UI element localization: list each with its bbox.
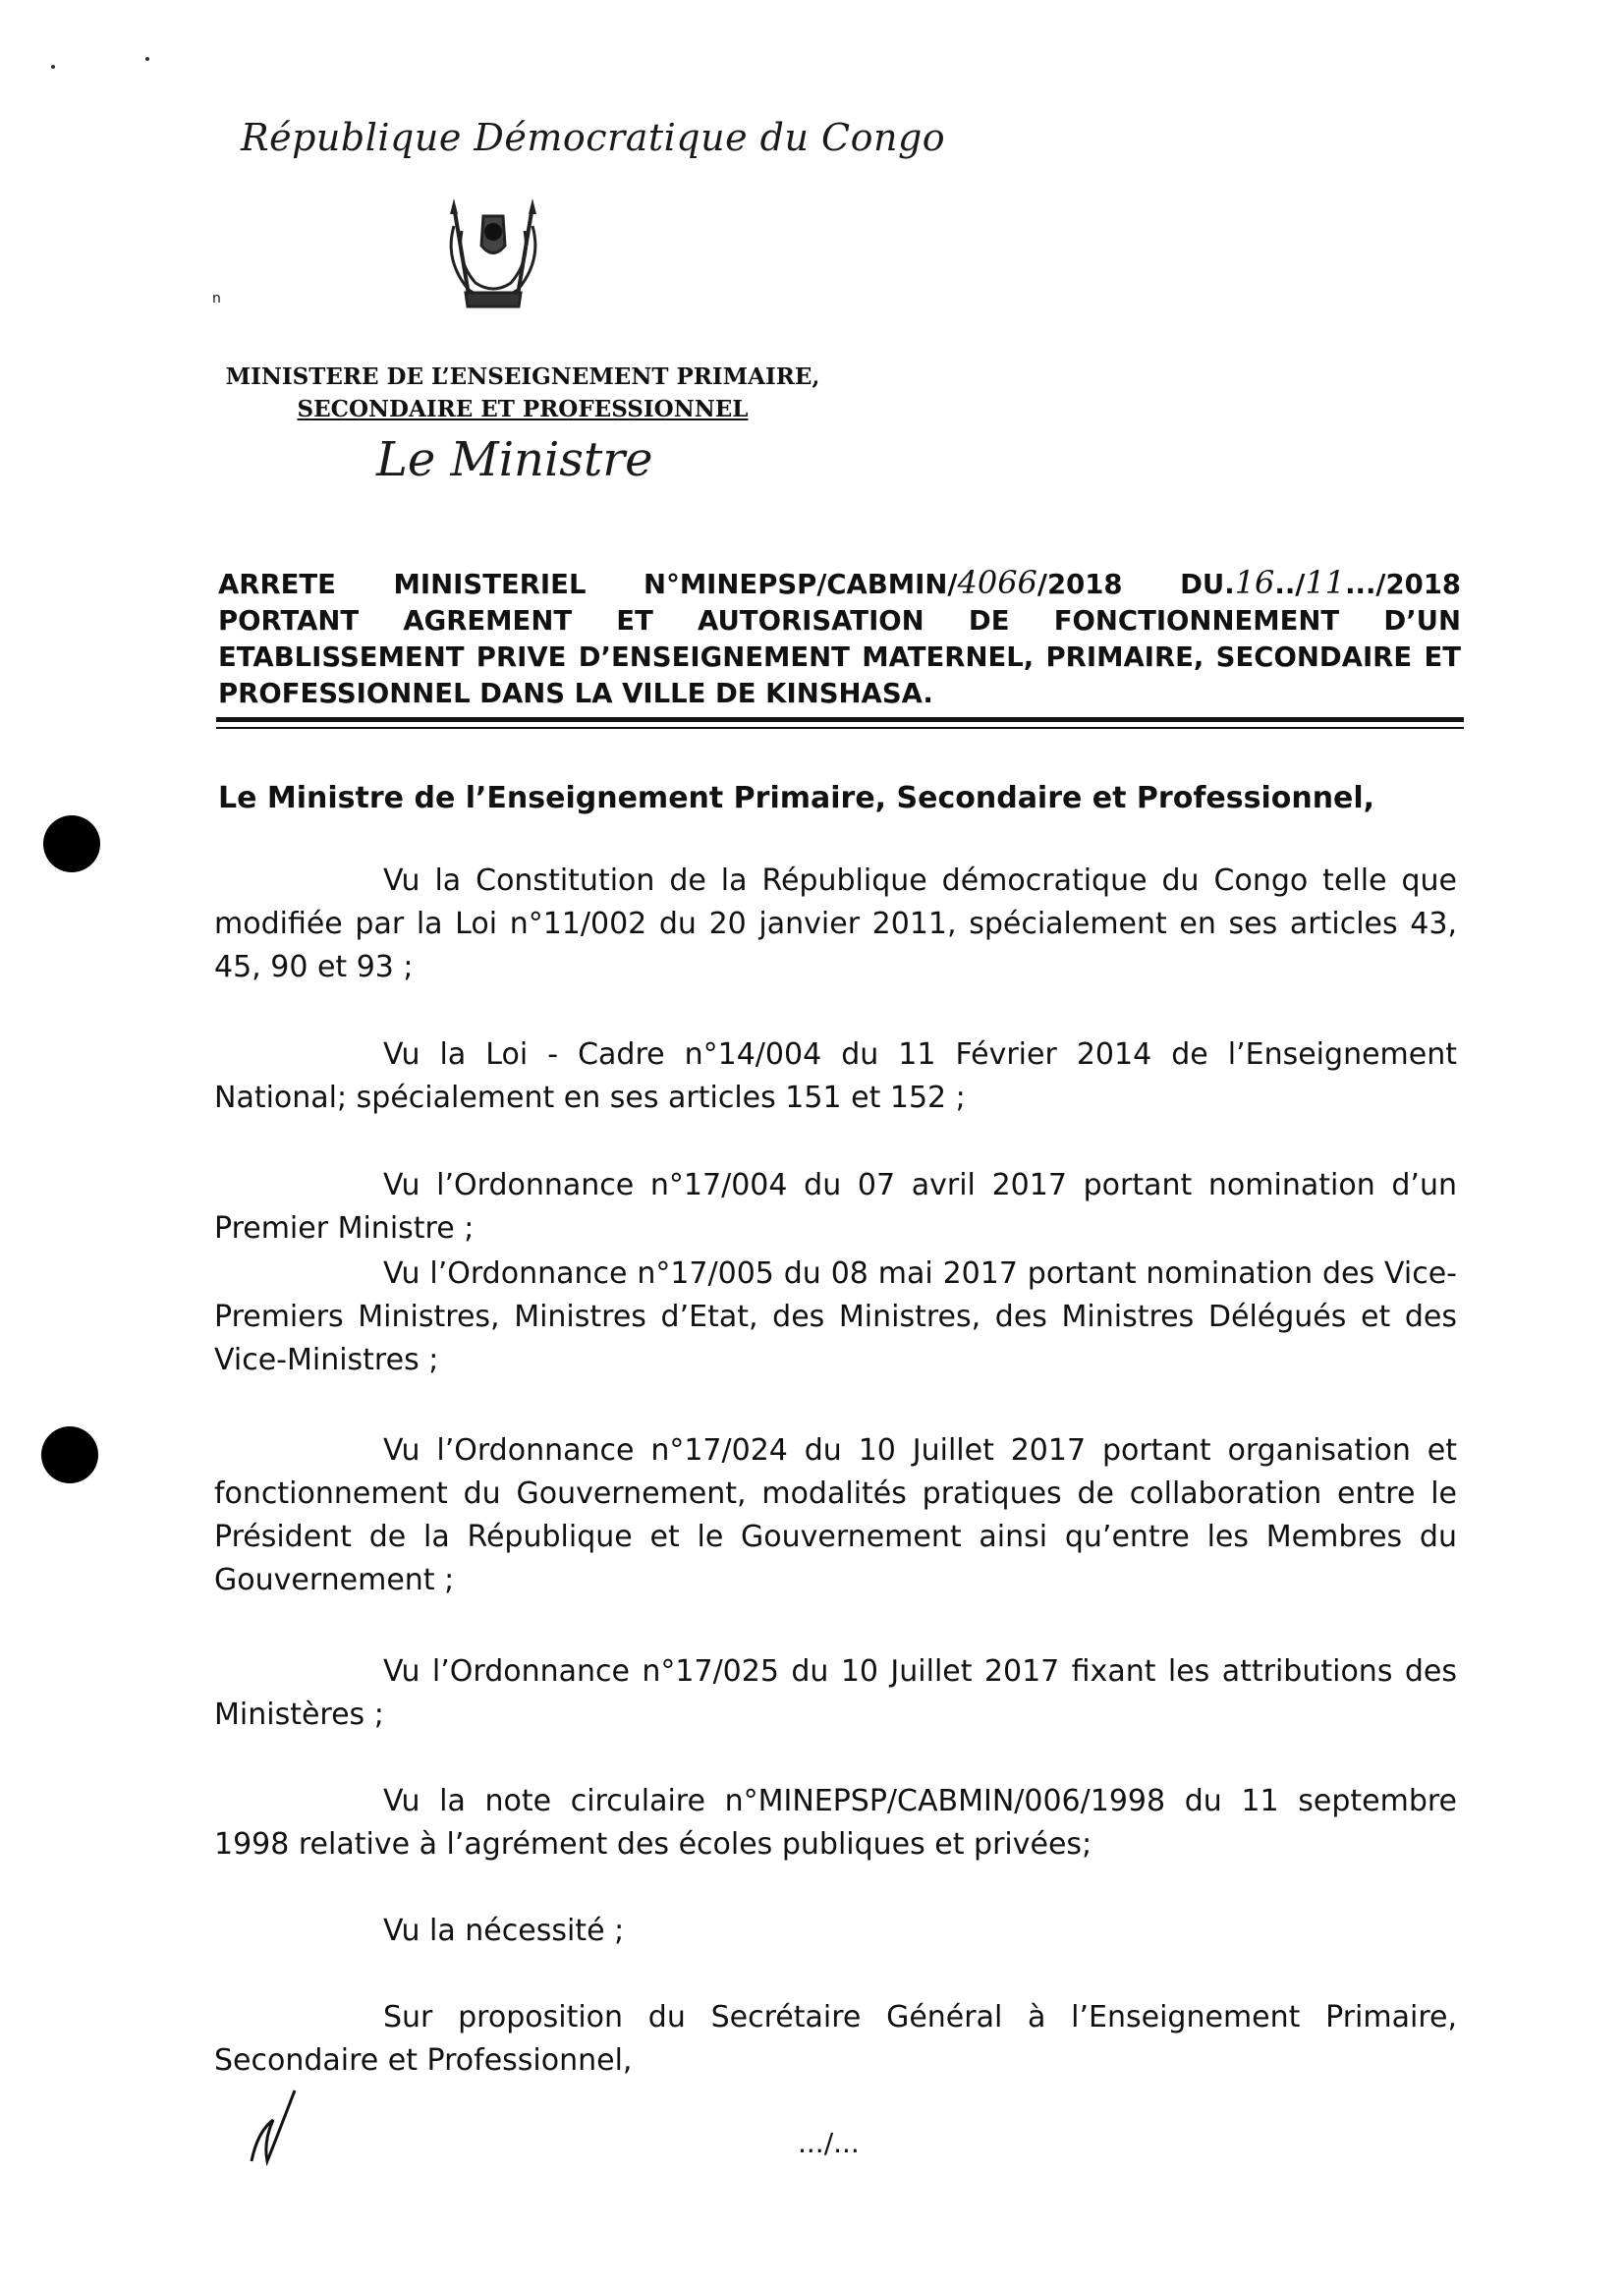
arrete-suffix: .../2018: [1345, 569, 1461, 600]
scan-speck: [145, 57, 149, 61]
minister-title: Le Ministre: [376, 432, 653, 487]
paragraph-proposition: Sur proposition du Secrétaire Général à l’Enseignement Primaire, Secondaire et Professionnel,: [214, 2000, 1457, 2078]
paragraph-ordonnance-17-004: Vu l’Ordonnance n°17/004 du 07 avril 2017 portant nomination d’un Premier Ministre ;: [214, 1168, 1457, 1246]
page-continuation: .../...: [798, 2127, 860, 2159]
initials-signature: [244, 2083, 312, 2171]
paragraph-ordonnance-17-025: Vu l’Ordonnance n°17/025 du 10 Juillet 2017 fixant les attributions des Ministères ;: [214, 1654, 1457, 1732]
arrete-subject: PORTANT AGREMENT ET AUTORISATION DE FONCTIONNEMENT D’UN ETABLISSEMENT PRIVE D’ENSEIGNEMENT MATERNEL, PRIMAIRE, SECONDAIRE ET PROFESSIONNEL DANS LA VILLE DE KINSHASA.: [218, 605, 1461, 709]
margin-marker: n: [212, 291, 221, 306]
ministry-line-1: MINISTERE DE L’ENSEIGNEMENT PRIMAIRE,: [225, 363, 820, 390]
arrete-sep: ../: [1274, 569, 1306, 600]
country-name: République Démocratique du Congo: [241, 116, 946, 159]
arrete-title: [218, 565, 1461, 712]
handwritten-day: 16: [1234, 564, 1275, 601]
ministry-name: [218, 361, 827, 425]
paragraph-necessite: Vu la nécessité ;: [383, 1914, 625, 1948]
arrete-middle: /2018 DU.: [1036, 569, 1235, 600]
handwritten-number: 4066: [957, 564, 1037, 601]
handwritten-month: 11: [1305, 564, 1346, 601]
paragraph-ordonnance-17-024: Vu l’Ordonnance n°17/024 du 10 Juillet 2017 portant organisation et fonctionnement du Gouvernement, modalités pratiques de collaboration entre le Président de la République et le Gouvernement ainsi qu’entre les Membres du Gouvernement ;: [214, 1433, 1457, 1597]
minister-heading: Le Ministre de l’Enseignement Primaire, Secondaire et Professionnel,: [218, 781, 1375, 815]
title-divider-thick: [216, 717, 1464, 722]
scan-speck: [51, 65, 55, 69]
coat-of-arms-emblem: [424, 187, 562, 314]
title-divider-thin: [216, 727, 1464, 729]
punch-hole: [43, 815, 100, 872]
paragraph-loi-cadre: Vu la Loi - Cadre n°14/004 du 11 Février 2014 de l’Enseignement National; spécialement en ses articles 151 et 152 ;: [214, 1037, 1457, 1115]
paragraph-ordonnance-17-005: Vu l’Ordonnance n°17/005 du 08 mai 2017 portant nomination des Vice-Premiers Ministres, Ministres d’Etat, des Ministres, des Ministres Délégués et des Vice-Ministres ;: [214, 1256, 1457, 1377]
ministry-line-2: SECONDAIRE ET PROFESSIONNEL: [297, 396, 749, 422]
arrete-prefix: ARRETE MINISTERIEL N°MINEPSP/CABMIN/: [218, 569, 958, 600]
punch-hole: [41, 1426, 98, 1483]
paragraph-constitution: Vu la Constitution de la République démocratique du Congo telle que modifiée par la Loi n°11/002 du 20 janvier 2011, spécialement en ses articles 43, 45, 90 et 93 ;: [214, 863, 1457, 984]
paragraph-note-circulaire: Vu la note circulaire n°MINEPSP/CABMIN/006/1998 du 11 septembre 1998 relative à l’agrément des écoles publiques et privées;: [214, 1784, 1457, 1862]
